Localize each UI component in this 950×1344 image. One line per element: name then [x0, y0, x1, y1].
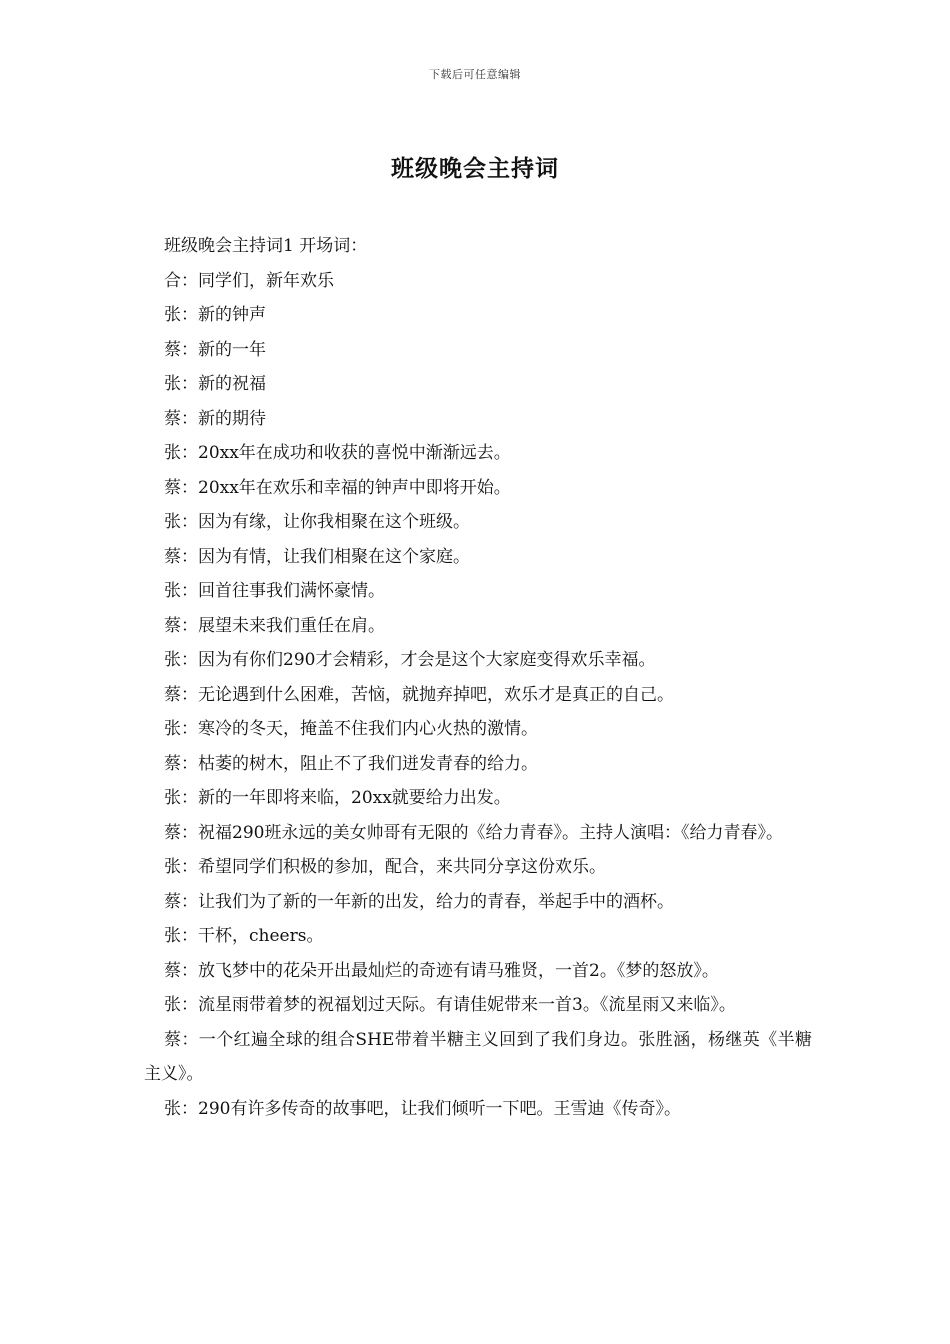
document-title: 班级晚会主持词: [391, 155, 559, 182]
paragraph: 蔡：因为有情，让我们相聚在这个家庭。: [164, 546, 470, 567]
paragraph: 张：290有许多传奇的故事吧，让我们倾听一下吧。王雪迪《传奇》。: [164, 1098, 681, 1119]
paragraph: 张：20xx年在成功和收获的喜悦中渐渐远去。: [164, 443, 511, 463]
paragraph: 蔡：枯萎的树木，阻止不了我们迸发青春的给力。: [164, 753, 538, 774]
paragraph: 张：新的祝福: [164, 374, 266, 394]
paragraph: 张：寒冷的冬天，掩盖不住我们内心火热的激情。: [164, 719, 538, 739]
paragraph: 张：新的钟声: [164, 305, 266, 325]
paragraph: 蔡：展望未来我们重任在肩。: [164, 615, 385, 636]
paragraph: 合：同学们，新年欢乐: [164, 270, 334, 291]
paragraph-intro: 班级晚会主持词1 开场词：: [164, 236, 368, 256]
paragraph: 张：干杯，cheers。: [164, 926, 324, 946]
paragraph: 蔡：放飞梦中的花朵开出最灿烂的奇迹有请马雅贤，一首2。《梦的怒放》。: [164, 960, 719, 981]
paragraph: 蔡：一个红遍全球的组合SHE带着半糖主义回到了我们身边。张胜涵，杨继英《半糖主义》。: [144, 1029, 812, 1084]
paragraph: 张：新的一年即将来临，20xx就要给力出发。: [164, 788, 511, 808]
document-body: [144, 229, 812, 1126]
paragraph: 张：回首往事我们满怀豪情。: [164, 581, 385, 601]
header-note: 下载后可任意编辑: [429, 68, 521, 81]
paragraph: 蔡：新的一年: [164, 339, 266, 360]
paragraph: 蔡：20xx年在欢乐和幸福的钟声中即将开始。: [164, 477, 511, 498]
paragraph: 蔡：无论遇到什么困难，苦恼，就抛弃掉吧，欢乐才是真正的自己。: [164, 684, 674, 705]
paragraph: 蔡：新的期待: [164, 408, 266, 429]
paragraph: 张：因为有缘，让你我相聚在这个班级。: [164, 512, 470, 532]
paragraph: 张：希望同学们积极的参加，配合，来共同分享这份欢乐。: [164, 857, 606, 877]
paragraph: 蔡：让我们为了新的一年新的出发，给力的青春，举起手中的酒杯。: [164, 891, 674, 912]
paragraph: 蔡：祝福290班永远的美女帅哥有无限的《给力青春》。主持人演唱：《给力青春》。: [164, 822, 783, 843]
paragraph: 张：因为有你们290才会精彩，才会是这个大家庭变得欢乐幸福。: [164, 650, 656, 670]
paragraph: 张：流星雨带着梦的祝福划过天际。有请佳妮带来一首3。《流星雨又来临》。: [164, 995, 736, 1015]
